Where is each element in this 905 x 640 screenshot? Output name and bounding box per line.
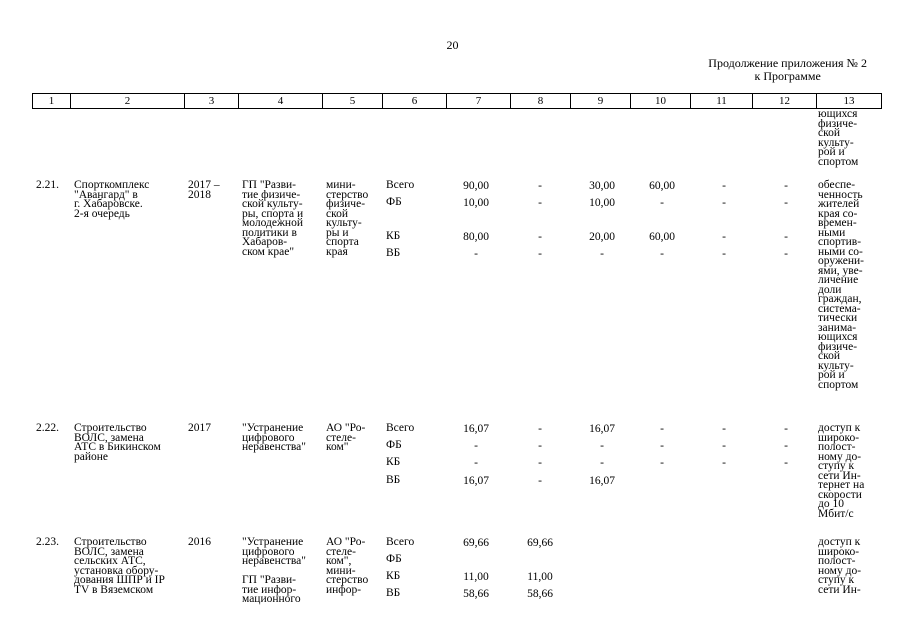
value-cell: 10,00 — [589, 197, 615, 209]
source-label: Всего — [386, 422, 415, 434]
value-cell: - — [660, 248, 664, 260]
header-col-4: 4 — [238, 94, 322, 108]
header-col-1: 1 — [32, 94, 70, 108]
continuation-line2: к Программе — [754, 69, 821, 83]
value-cell: - — [722, 457, 726, 469]
header-col-9: 9 — [570, 94, 630, 108]
source-label: ВБ — [386, 474, 401, 486]
table-header — [32, 93, 882, 109]
header-col-8: 8 — [510, 94, 570, 108]
value-cell: - — [660, 457, 664, 469]
carryover-result: ющихся физиче- ской культу- рой и спортом — [818, 108, 859, 168]
value-cell: 16,07 — [463, 423, 489, 435]
value-cell: - — [722, 248, 726, 260]
row-number: 2.21. — [36, 179, 59, 191]
source-label: ФБ — [386, 196, 402, 208]
value-cell: 16,07 — [589, 423, 615, 435]
header-col-6: 6 — [382, 94, 446, 108]
value-cell: - — [660, 440, 664, 452]
value-cell: - — [600, 248, 604, 260]
header-col-5: 5 — [322, 94, 382, 108]
value-cell: - — [722, 231, 726, 243]
executor: мини- стерство физиче- ской культу- ры и спорта края — [326, 179, 369, 258]
years: 2017 — [188, 422, 211, 434]
header-col-7: 7 — [446, 94, 510, 108]
row-number: 2.22. — [36, 422, 59, 434]
row-number: 2.23. — [36, 536, 59, 548]
program-name: ГП "Разви- тие инфор- мационного — [242, 574, 301, 605]
continuation-note — [708, 57, 867, 83]
object-name: Спорткомплекс "Авангард" в г. Хабаровске. 2-я очередь — [74, 179, 150, 220]
page-number: 20 — [446, 38, 459, 52]
value-cell: 11,00 — [527, 571, 553, 583]
header-col-2: 2 — [70, 94, 184, 108]
value-cell: - — [538, 475, 542, 487]
value-cell: - — [784, 457, 788, 469]
value-cell: - — [784, 248, 788, 260]
value-cell: 30,00 — [589, 180, 615, 192]
value-cell: - — [474, 248, 478, 260]
value-cell: - — [784, 440, 788, 452]
header-col-12: 12 — [752, 94, 816, 108]
value-cell: 10,00 — [463, 197, 489, 209]
source-label: ВБ — [386, 587, 401, 599]
value-cell: - — [784, 180, 788, 192]
value-cell: - — [538, 231, 542, 243]
source-label: КБ — [386, 456, 401, 468]
source-label: Всего — [386, 536, 415, 548]
value-cell: 16,07 — [463, 475, 489, 487]
value-cell: - — [538, 457, 542, 469]
value-cell: - — [474, 457, 478, 469]
years: 2016 — [188, 536, 211, 548]
value-cell: 58,66 — [463, 588, 489, 600]
value-cell: - — [722, 197, 726, 209]
value-cell: - — [660, 197, 664, 209]
continuation-line1: Продолжение приложения № 2 — [708, 56, 867, 70]
source-label: КБ — [386, 570, 401, 582]
value-cell: 80,00 — [463, 231, 489, 243]
program-name: ГП "Разви- тие физиче- ской культу- ры, спорта и молодежной политики в Хабаров- ском крае" — [242, 179, 304, 258]
value-cell: 60,00 — [649, 180, 675, 192]
value-cell: 11,00 — [463, 571, 489, 583]
value-cell: - — [600, 457, 604, 469]
header-col-13: 13 — [816, 94, 882, 108]
value-cell: - — [784, 197, 788, 209]
header-col-10: 10 — [630, 94, 690, 108]
value-cell: - — [784, 231, 788, 243]
value-cell: - — [784, 423, 788, 435]
program-name: "Устранение цифрового неравенства" — [242, 422, 306, 453]
value-cell: - — [722, 423, 726, 435]
value-cell: - — [538, 180, 542, 192]
value-cell: - — [722, 440, 726, 452]
executor: АО "Ро- стеле- ком" — [326, 422, 366, 453]
header-col-3: 3 — [184, 94, 238, 108]
value-cell: - — [538, 248, 542, 260]
value-cell: - — [600, 440, 604, 452]
value-cell: 20,00 — [589, 231, 615, 243]
value-cell: - — [538, 197, 542, 209]
years: 2017 – 2018 — [188, 179, 220, 201]
value-cell: 69,66 — [463, 537, 489, 549]
source-label: ВБ — [386, 247, 401, 259]
value-cell: 69,66 — [527, 537, 553, 549]
object-name: Строительство ВОЛС, замена сельских АТС, установка обору- дования ШПР и IP TV в Вяземском — [74, 536, 165, 596]
value-cell: - — [660, 423, 664, 435]
expected-result: обеспе- ченность жителей края со- времен- ными спортив- ными со- оружени- ями, уве- личение доли граждан, система- тически занима- ющихся физиче- ской культу- рой и спортом — [818, 179, 864, 391]
value-cell: - — [722, 180, 726, 192]
program-name: "Устранение цифрового неравенства" — [242, 536, 306, 567]
value-cell: - — [538, 423, 542, 435]
header-col-11: 11 — [690, 94, 752, 108]
source-label: ФБ — [386, 553, 402, 565]
value-cell: 16,07 — [589, 475, 615, 487]
source-label: ФБ — [386, 439, 402, 451]
expected-result: доступ к широко- полост- ному до- ступу к сети Ин- тернет на скорости до 10 Мбит/с — [818, 422, 865, 520]
source-label: Всего — [386, 179, 415, 191]
expected-result: доступ к широко- полост- ному до- ступу к сети Ин- — [818, 536, 862, 596]
value-cell: - — [474, 440, 478, 452]
object-name: Строительство ВОЛС, замена АТС в Бикинском районе — [74, 422, 161, 463]
value-cell: 60,00 — [649, 231, 675, 243]
value-cell: 90,00 — [463, 180, 489, 192]
value-cell: 58,66 — [527, 588, 553, 600]
value-cell: - — [538, 440, 542, 452]
executor: АО "Ро- стеле- ком", мини- стерство инфор- — [326, 536, 369, 596]
source-label: КБ — [386, 230, 401, 242]
